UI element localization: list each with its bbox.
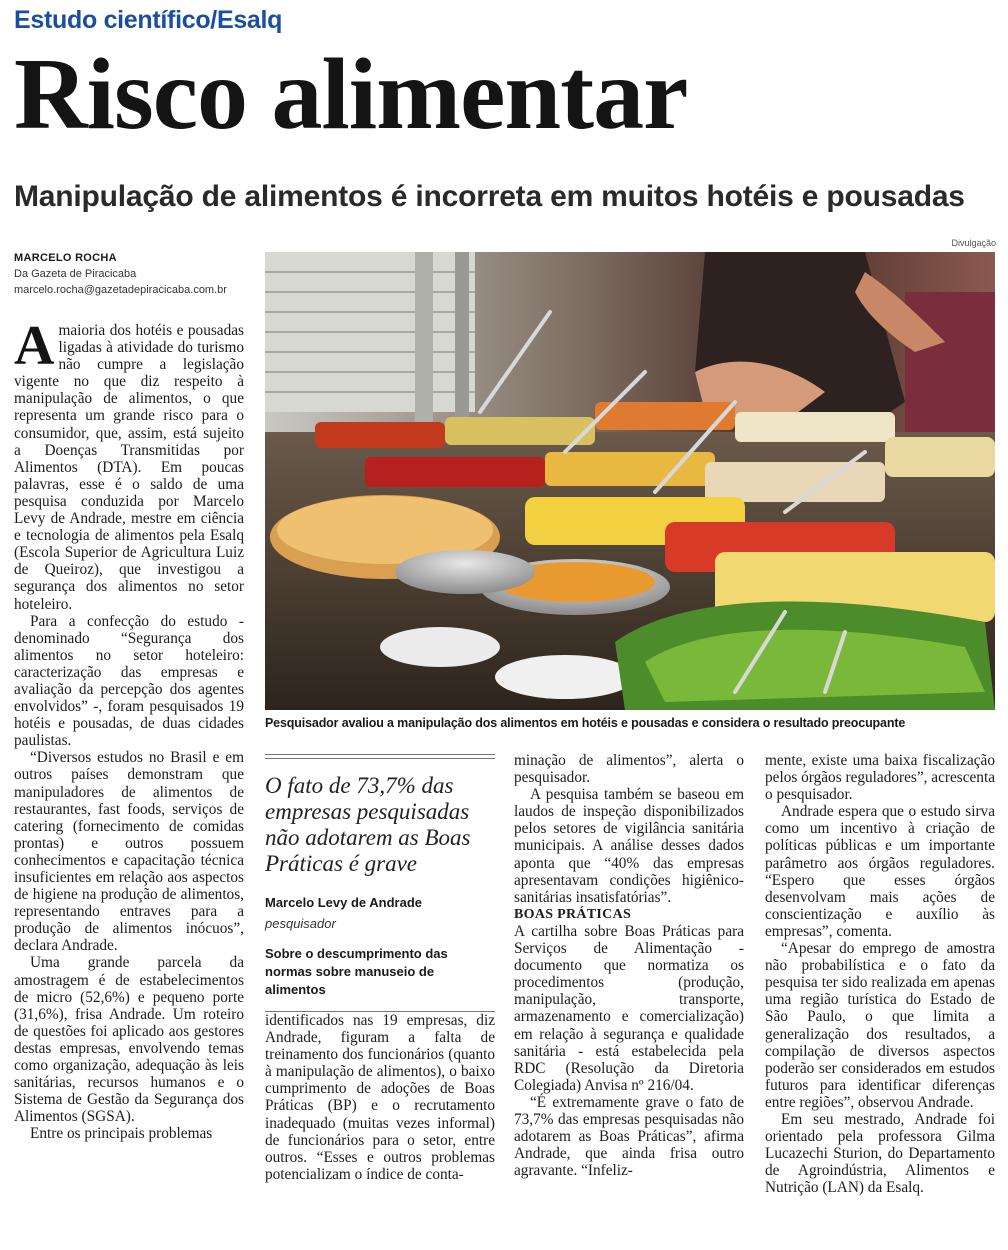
paragraph: Para a confecção do estudo - denominado “Segurança dos alimentos no setor hoteleiro: caracterização das empresas e avaliação da percepção dos agentes envolvidos” -, foram pesquisados 19 hotéis e pousadas, de duas cidades paulistas.	[14, 612, 244, 750]
drop-cap: A	[14, 315, 55, 377]
paragraph: A cartilha sobre Boas Práticas para Serviços de Alimentação - documento que normatiza os procedimentos (produção, manipulação, transporte, armazenamento e comercialização) em relação à segurança e qualidade sanitária - está estabelecida pela RDC (Resolução da Diretoria Colegiada) Anvisa nº 216/04.	[514, 922, 744, 1094]
pull-quote-role: pesquisador	[265, 916, 336, 931]
pull-quote-text: O fato de 73,7% das empresas pesquisadas não adotarem as Boas Práticas é grave	[265, 773, 471, 876]
pull-quote-name: Marcelo Levy de Andrade	[265, 895, 423, 910]
subheadline: Manipulação de alimentos é incorreta em muitos hotéis e pousadas	[14, 180, 965, 213]
paragraph: mente, existe uma baixa fiscalização pelos órgãos reguladores”, acrescenta o pesquisador.	[765, 752, 995, 804]
lead-text: maioria dos hotéis e pousadas ligadas à atividade do turismo não cumpre a legislação vigente no que diz respeito à manipulação de alimentos, o que representa um grande risco para o consumidor, que, assim, está sujeito a Doenças Transmitidas por Alimentos (DTA). Em poucas palavras, esse é o saldo de uma pesquisa conduzida por Marcelo Levy de Andrade, mestre em ciência e tecnologia de alimentos pela Esalq (Escola Superior de Agricultura Luiz de Queiroz), que investigou a segurança dos alimentos no setor hoteleiro.	[14, 322, 244, 613]
byline	[14, 252, 254, 300]
photo-caption: Pesquisador avaliou a manipulação dos alimentos em hotéis e pousadas e considera o resultado preocupante	[265, 716, 906, 730]
byline-author: MARCELO ROCHA	[14, 252, 117, 264]
article-column-4	[765, 752, 995, 1196]
byline-org: Da Gazeta de Piracicaba	[14, 268, 137, 280]
paragraph: Em seu mestrado, Andrade foi orientado pela professora Gilma Lucazechi Sturion, do Departamento de Agroindústria, Alimentos e Nutrição (LAN) da Esalq.	[765, 1110, 995, 1197]
article-column-3	[514, 752, 744, 1179]
pull-rule-top	[265, 754, 495, 755]
pull-rule-top-2	[265, 758, 495, 759]
paragraph-lead	[14, 315, 244, 613]
section-heading: BOAS PRÁTICAS	[514, 906, 632, 922]
pull-quote-topic: Sobre o descumprimento das normas sobre manuseio de alimentos	[265, 946, 448, 997]
pull-quote-box	[265, 754, 495, 1012]
buffet-photo-illustration	[265, 252, 995, 710]
article-column-2	[265, 1012, 495, 1183]
byline-email[interactable]: marcelo.rocha@gazetadepiracicaba.com.br	[14, 284, 227, 296]
headline: Risco alimentar	[14, 38, 688, 151]
article-column-1	[14, 315, 244, 1143]
paragraph: identificados nas 19 empresas, diz Andrade, figuram a falta de treinamento dos funcionários (quanto à manipulação de alimentos), o baixo cumprimento de adoções de Boas Práticas (BP) e o recrutamento inadequado (muitas vezes informal) de funcionários para o setor, entre outros. “Esses e outros problemas potencializam o índice de conta-	[265, 1012, 495, 1183]
paragraph: minação de alimentos”, alerta o pesquisador.	[514, 752, 744, 787]
paragraph: Uma grande parcela da amostragem é de estabelecimentos de micro (52,6%) e pequeno porte (31,6%), frisa Andrade. Um roteiro de questões foi aplicado aos gestores destas empresas, envolvendo temas como organização, adequação às leis sanitárias, recursos humanos e o Sistema de Gestão da Segurança dos Alimentos (SGSA).	[14, 954, 244, 1126]
section-kicker: Estudo científico/Esalq	[14, 6, 283, 34]
paragraph: “Apesar do emprego de amostra não probabilística e o fato da pesquisa ter sido realizada em apenas uma região turística do Estado de São Paulo, o que limita a generalização dos resultados, a compilação de diversos aspectos poderão ser considerados em estudos futuros para identificar diferenças entre regiões”, observou Andrade.	[765, 940, 995, 1111]
buffet-photo	[265, 252, 995, 710]
paragraph: Andrade espera que o estudo sirva como um incentivo à criação de políticas públicas e um importante parâmetro aos órgãos reguladores. “Espero que esses órgãos desenvolvam mais ações de conscientização e auxílio às empresas”, comenta.	[765, 803, 995, 940]
paragraph: A pesquisa também se baseou em laudos de inspeção disponibilizados pelos setores de vigilância sanitária municipais. A análise desses dados aponta que “40% das empresas apresentavam condições higiênico-sanitárias insatisfatórias”.	[514, 786, 744, 906]
paragraph: “Diversos estudos no Brasil e em outros países demonstram que manipuladores de alimentos de restaurantes, fast foods, serviços de catering (fornecimento de comidas prontas) e outros possuem conhecimentos e capacitação técnica insuficientes em relação aos aspectos de higiene na produção de alimentos, representando entraves para a produção de alimentos inócuos”, declara Andrade.	[14, 749, 244, 955]
paragraph: “É extremamente grave o fato de 73,7% das empresas pesquisadas não adotarem as Boas Práticas”, afirma Andrade, que ainda frisa outro agravante. “Infeliz-	[514, 1093, 744, 1180]
photo-credit: Divulgação	[951, 238, 996, 248]
paragraph: Entre os principais problemas	[30, 1125, 213, 1143]
